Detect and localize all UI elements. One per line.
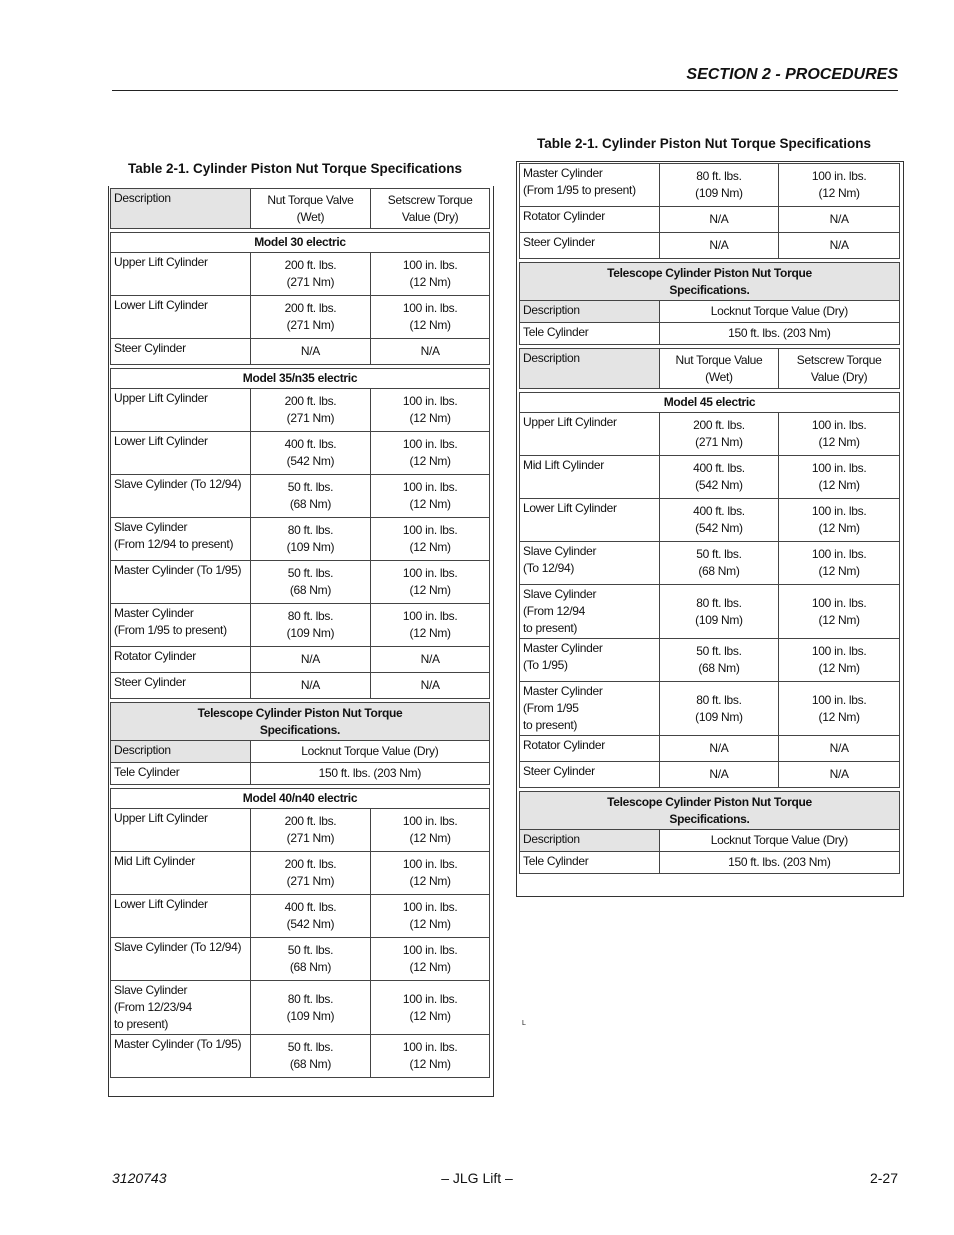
column-header-row [111, 189, 490, 229]
table-row [520, 323, 900, 345]
cylinder-name: Tele Cylinder [111, 763, 251, 785]
description-header: Description [520, 349, 660, 389]
nut-torque-value: 200 ft. lbs. (271 Nm) [250, 809, 371, 852]
table-row [520, 736, 900, 762]
cylinder-name: Slave Cylinder (From 12/94 to present) [520, 585, 660, 639]
section-header: SECTION 2 - PROCEDURES [686, 66, 898, 83]
nut-torque-value: N/A [659, 762, 779, 788]
table-row [520, 542, 900, 585]
cylinder-name: Master Cylinder (To 1/95) [520, 639, 660, 682]
description-header: Description [520, 301, 660, 323]
setscrew-torque-value: 100 in. lbs. (12 Nm) [371, 604, 490, 647]
table-row [111, 296, 490, 339]
nut-torque-value: N/A [659, 736, 779, 762]
model-heading: Model 35/n35 electric [111, 369, 490, 389]
setscrew-torque-value: N/A [779, 207, 900, 233]
description-header: Description [111, 741, 251, 763]
setscrew-torque-value: 100 in. lbs. (12 Nm) [371, 938, 490, 981]
table-row [111, 763, 490, 785]
right-table-caption: Table 2-1. Cylinder Piston Nut Torque Specifications [537, 136, 872, 151]
nut-torque-value: 400 ft. lbs. (542 Nm) [250, 432, 371, 475]
cylinder-name: Slave Cylinder (To 12/94) [111, 938, 251, 981]
cylinder-name: Rotator Cylinder [520, 736, 660, 762]
cylinder-name: Upper Lift Cylinder [111, 809, 251, 852]
setscrew-torque-value: 100 in. lbs. (12 Nm) [371, 895, 490, 938]
nut-torque-value: N/A [659, 207, 779, 233]
locknut-header-row [520, 301, 900, 323]
description-header: Description [111, 189, 251, 229]
table-row [111, 432, 490, 475]
table-row [520, 682, 900, 736]
nut-torque-value: N/A [250, 673, 371, 699]
nut-torque-header: Nut Torque Valve (Wet) [250, 189, 371, 229]
nut-torque-value: 200 ft. lbs. (271 Nm) [250, 389, 371, 432]
table-row [520, 499, 900, 542]
cylinder-name: Lower Lift Cylinder [111, 432, 251, 475]
nut-torque-value: 200 ft. lbs. (271 Nm) [250, 253, 371, 296]
table-row [520, 207, 900, 233]
header-rule [112, 90, 898, 91]
cylinder-name: Slave Cylinder (To 12/94) [111, 475, 251, 518]
nut-torque-value: 80 ft. lbs. (109 Nm) [659, 164, 779, 207]
table-row [520, 164, 900, 207]
model-section-row [111, 789, 490, 809]
telescope-heading: Telescope Cylinder Piston Nut Torque Specifications. [111, 703, 490, 741]
setscrew-torque-value: 100 in. lbs. (12 Nm) [371, 561, 490, 604]
setscrew-torque-header: Setscrew Torque Value (Dry) [371, 189, 490, 229]
setscrew-torque-value: 100 in. lbs. (12 Nm) [371, 981, 490, 1035]
setscrew-torque-value: N/A [371, 647, 490, 673]
model-heading: Model 30 electric [111, 233, 490, 253]
cylinder-name: Mid Lift Cylinder [111, 852, 251, 895]
setscrew-torque-value: N/A [779, 233, 900, 259]
model-section-row [111, 369, 490, 389]
nut-torque-value: 200 ft. lbs. (271 Nm) [659, 413, 779, 456]
setscrew-torque-value: 100 in. lbs. (12 Nm) [779, 639, 900, 682]
cylinder-name: Steer Cylinder [111, 673, 251, 699]
telescope-section-row [520, 792, 900, 830]
table-row [520, 585, 900, 639]
setscrew-torque-header: Setscrew Torque Value (Dry) [779, 349, 900, 389]
footer-center: – JLG Lift – [441, 1170, 513, 1186]
nut-torque-value: 80 ft. lbs. (109 Nm) [250, 604, 371, 647]
setscrew-torque-value: 100 in. lbs. (12 Nm) [779, 499, 900, 542]
nut-torque-header: Nut Torque Value (Wet) [659, 349, 779, 389]
nut-torque-value: 50 ft. lbs. (68 Nm) [250, 561, 371, 604]
nut-torque-value: N/A [659, 233, 779, 259]
setscrew-torque-value: 100 in. lbs. (12 Nm) [779, 542, 900, 585]
table-row [111, 895, 490, 938]
setscrew-torque-value: 100 in. lbs. (12 Nm) [371, 296, 490, 339]
description-header: Description [520, 830, 660, 852]
right-torque-table [519, 163, 900, 874]
cylinder-name: Master Cylinder (To 1/95) [111, 1035, 251, 1078]
telescope-heading: Telescope Cylinder Piston Nut Torque Specifications. [520, 792, 900, 830]
table-row [111, 852, 490, 895]
table-row [111, 604, 490, 647]
nut-torque-value: 50 ft. lbs. (68 Nm) [659, 542, 779, 585]
nut-torque-value: 50 ft. lbs. (68 Nm) [659, 639, 779, 682]
cylinder-name: Tele Cylinder [520, 852, 660, 874]
table-row [111, 1035, 490, 1078]
footer-doc-number: 3120743 [112, 1170, 167, 1186]
setscrew-torque-value: 100 in. lbs. (12 Nm) [371, 809, 490, 852]
table-row [111, 475, 490, 518]
cylinder-name: Mid Lift Cylinder [520, 456, 660, 499]
nut-torque-value: 400 ft. lbs. (542 Nm) [659, 499, 779, 542]
cylinder-name: Rotator Cylinder [520, 207, 660, 233]
model-section-row [520, 393, 900, 413]
locknut-torque-header: Locknut Torque Value (Dry) [250, 741, 489, 763]
stray-mark: L [522, 1020, 526, 1027]
table-row [111, 673, 490, 699]
left-torque-table [110, 188, 490, 1078]
cylinder-name: Slave Cylinder (To 12/94) [520, 542, 660, 585]
table-row [520, 762, 900, 788]
setscrew-torque-value: N/A [371, 339, 490, 365]
setscrew-torque-value: 100 in. lbs. (12 Nm) [779, 585, 900, 639]
cylinder-name: Steer Cylinder [520, 762, 660, 788]
table-row [111, 389, 490, 432]
footer-page-number: 2-27 [869, 1170, 898, 1186]
cylinder-name: Lower Lift Cylinder [111, 895, 251, 938]
cylinder-name: Master Cylinder (From 1/95 to present) [520, 164, 660, 207]
cylinder-name: Upper Lift Cylinder [111, 253, 251, 296]
table-row [111, 647, 490, 673]
cylinder-name: Upper Lift Cylinder [520, 413, 660, 456]
locknut-torque-value: 150 ft. lbs. (203 Nm) [659, 852, 899, 874]
nut-torque-value: 80 ft. lbs. (109 Nm) [250, 518, 371, 561]
telescope-heading: Telescope Cylinder Piston Nut Torque Specifications. [520, 263, 900, 301]
nut-torque-value: 80 ft. lbs. (109 Nm) [659, 585, 779, 639]
column-header-row [520, 349, 900, 389]
setscrew-torque-value: 100 in. lbs. (12 Nm) [371, 253, 490, 296]
locknut-torque-value: 150 ft. lbs. (203 Nm) [659, 323, 899, 345]
setscrew-torque-value: 100 in. lbs. (12 Nm) [371, 475, 490, 518]
setscrew-torque-value: 100 in. lbs. (12 Nm) [371, 389, 490, 432]
locknut-torque-header: Locknut Torque Value (Dry) [659, 830, 899, 852]
table-row [111, 809, 490, 852]
table-row [520, 639, 900, 682]
setscrew-torque-value: 100 in. lbs. (12 Nm) [371, 518, 490, 561]
table-row [111, 253, 490, 296]
setscrew-torque-value: 100 in. lbs. (12 Nm) [779, 682, 900, 736]
cylinder-name: Tele Cylinder [520, 323, 660, 345]
cylinder-name: Steer Cylinder [520, 233, 660, 259]
nut-torque-value: 80 ft. lbs. (109 Nm) [659, 682, 779, 736]
table-row [520, 413, 900, 456]
setscrew-torque-value: 100 in. lbs. (12 Nm) [371, 1035, 490, 1078]
cylinder-name: Master Cylinder (From 1/95 to present) [111, 604, 251, 647]
telescope-section-row [520, 263, 900, 301]
nut-torque-value: 200 ft. lbs. (271 Nm) [250, 296, 371, 339]
cylinder-name: Slave Cylinder (From 12/23/94 to present) [111, 981, 251, 1035]
nut-torque-value: 50 ft. lbs. (68 Nm) [250, 1035, 371, 1078]
setscrew-torque-value: 100 in. lbs. (12 Nm) [779, 164, 900, 207]
setscrew-torque-value: N/A [371, 673, 490, 699]
locknut-torque-header: Locknut Torque Value (Dry) [659, 301, 899, 323]
locknut-torque-value: 150 ft. lbs. (203 Nm) [250, 763, 489, 785]
nut-torque-value: 80 ft. lbs. (109 Nm) [250, 981, 371, 1035]
table-row [111, 981, 490, 1035]
setscrew-torque-value: 100 in. lbs. (12 Nm) [371, 852, 490, 895]
cylinder-name: Rotator Cylinder [111, 647, 251, 673]
model-heading: Model 40/n40 electric [111, 789, 490, 809]
setscrew-torque-value: 100 in. lbs. (12 Nm) [779, 413, 900, 456]
table-row [520, 852, 900, 874]
nut-torque-value: 200 ft. lbs. (271 Nm) [250, 852, 371, 895]
locknut-header-row [111, 741, 490, 763]
setscrew-torque-value: N/A [779, 736, 900, 762]
cylinder-name: Lower Lift Cylinder [111, 296, 251, 339]
nut-torque-value: N/A [250, 647, 371, 673]
table-row [520, 456, 900, 499]
nut-torque-value: 400 ft. lbs. (542 Nm) [659, 456, 779, 499]
setscrew-torque-value: N/A [779, 762, 900, 788]
setscrew-torque-value: 100 in. lbs. (12 Nm) [371, 432, 490, 475]
cylinder-name: Slave Cylinder (From 12/94 to present) [111, 518, 251, 561]
table-row [111, 561, 490, 604]
model-heading: Model 45 electric [520, 393, 900, 413]
nut-torque-value: 400 ft. lbs. (542 Nm) [250, 895, 371, 938]
left-table-caption: Table 2-1. Cylinder Piston Nut Torque Specifications [128, 161, 463, 176]
nut-torque-value: 50 ft. lbs. (68 Nm) [250, 475, 371, 518]
cylinder-name: Master Cylinder (From 1/95 to present) [520, 682, 660, 736]
locknut-header-row [520, 830, 900, 852]
model-section-row [111, 233, 490, 253]
table-row [520, 233, 900, 259]
nut-torque-value: 50 ft. lbs. (68 Nm) [250, 938, 371, 981]
table-row [111, 518, 490, 561]
cylinder-name: Steer Cylinder [111, 339, 251, 365]
cylinder-name: Upper Lift Cylinder [111, 389, 251, 432]
nut-torque-value: N/A [250, 339, 371, 365]
cylinder-name: Lower Lift Cylinder [520, 499, 660, 542]
cylinder-name: Master Cylinder (To 1/95) [111, 561, 251, 604]
table-row [111, 938, 490, 981]
table-row [111, 339, 490, 365]
setscrew-torque-value: 100 in. lbs. (12 Nm) [779, 456, 900, 499]
telescope-section-row [111, 703, 490, 741]
